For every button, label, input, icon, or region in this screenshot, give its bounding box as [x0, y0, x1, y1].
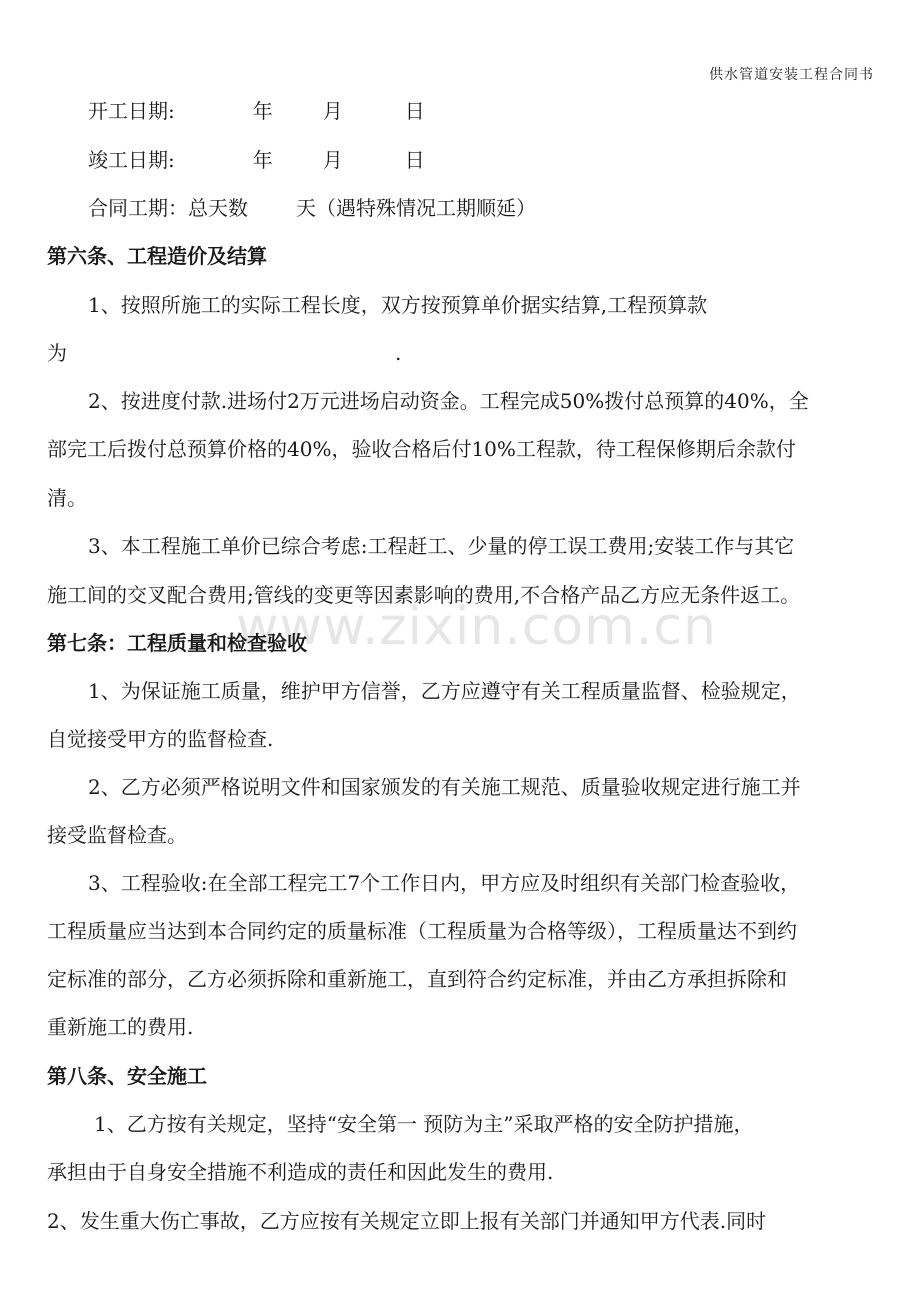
watermark: www.zixin.com.cn	[236, 597, 717, 657]
article7-p1-line2: 自觉接受甲方的监督检查.	[47, 727, 274, 751]
finish-date-line	[88, 145, 425, 175]
finish-date-month: 月	[322, 148, 343, 172]
article8-p2-line1: 2、发生重大伤亡事故，乙方应按有关规定立即上报有关部门并通知甲方代表.同时	[47, 1209, 767, 1233]
finish-date-label: 竣工日期:	[88, 148, 175, 172]
start-date-line	[88, 96, 425, 126]
contract-period-suffix: 天（遇特殊情况工期顺延）	[296, 196, 536, 220]
start-date-label: 开工日期:	[88, 99, 175, 123]
article6-p1-line2	[47, 338, 401, 368]
article7-p3-line2: 工程质量应当达到本合同约定的质量标准（工程质量为合格等级），工程质量达不到约	[47, 919, 797, 943]
start-date-day: 日	[404, 99, 425, 123]
article6-p1-line1: 1、按照所施工的实际工程长度，双方按预算单价据实结算,工程预算款	[88, 293, 708, 317]
finish-date-day: 日	[404, 148, 425, 172]
article8-heading: 第八条、安全施工	[47, 1064, 207, 1088]
finish-date-year: 年	[252, 148, 273, 172]
article6-p3-line1: 3、本工程施工单价已综合考虑:工程赶工、少量的停工误工费用;安装工作与其它	[88, 534, 795, 558]
article6-p1-dot: .	[395, 341, 402, 365]
start-date-year: 年	[252, 99, 273, 123]
article6-p1-wei: 为	[47, 341, 67, 365]
article7-heading: 第七条：工程质量和检查验收	[47, 631, 307, 655]
article6-p2-line3: 清。	[47, 486, 87, 510]
article8-p1-line1: 1、乙方按有关规定，坚持“安全第一 预防为主”采取严格的安全防护措施，	[94, 1112, 754, 1136]
article7-p3-line1: 3、工程验收:在全部工程完工7个工作日内，甲方应及时组织有关部门检查验收，	[88, 871, 801, 895]
article7-p2-line2: 接受监督检查。	[47, 823, 187, 847]
contract-period-prefix: 合同工期：总天数	[88, 196, 248, 220]
article7-p3-line4: 重新施工的费用.	[47, 1015, 194, 1039]
article6-heading: 第六条、工程造价及结算	[47, 244, 267, 268]
article7-p2-line1: 2、乙方必须严格说明文件和国家颁发的有关施工规范、质量验收规定进行施工并	[88, 775, 801, 799]
article7-p1-line1: 1、为保证施工质量，维护甲方信誉，乙方应遵守有关工程质量监督、检验规定，	[88, 679, 801, 703]
article6-p3-line2: 施工间的交叉配合费用;管线的变更等因素影响的费用,不合格产品乙方应无条件返工。	[47, 583, 801, 607]
article8-p1-line2: 承担由于自身安全措施不利造成的责任和因此发生的费用.	[47, 1160, 554, 1184]
article7-p3-line3: 定标准的部分，乙方必须拆除和重新施工，直到符合约定标准，并由乙方承担拆除和	[47, 967, 787, 991]
article6-p2-line1: 2、按进度付款.进场付2万元进场启动资金。工程完成50%拨付总预算的40%，全	[88, 389, 809, 413]
start-date-month: 月	[322, 99, 343, 123]
contract-period-line	[88, 193, 536, 223]
page-header: 供水管道安装工程合同书	[709, 67, 874, 83]
article6-p2-line2: 部完工后拨付总预算价格的40%，验收合格后付10%工程款，待工程保修期后余款付	[47, 437, 796, 461]
